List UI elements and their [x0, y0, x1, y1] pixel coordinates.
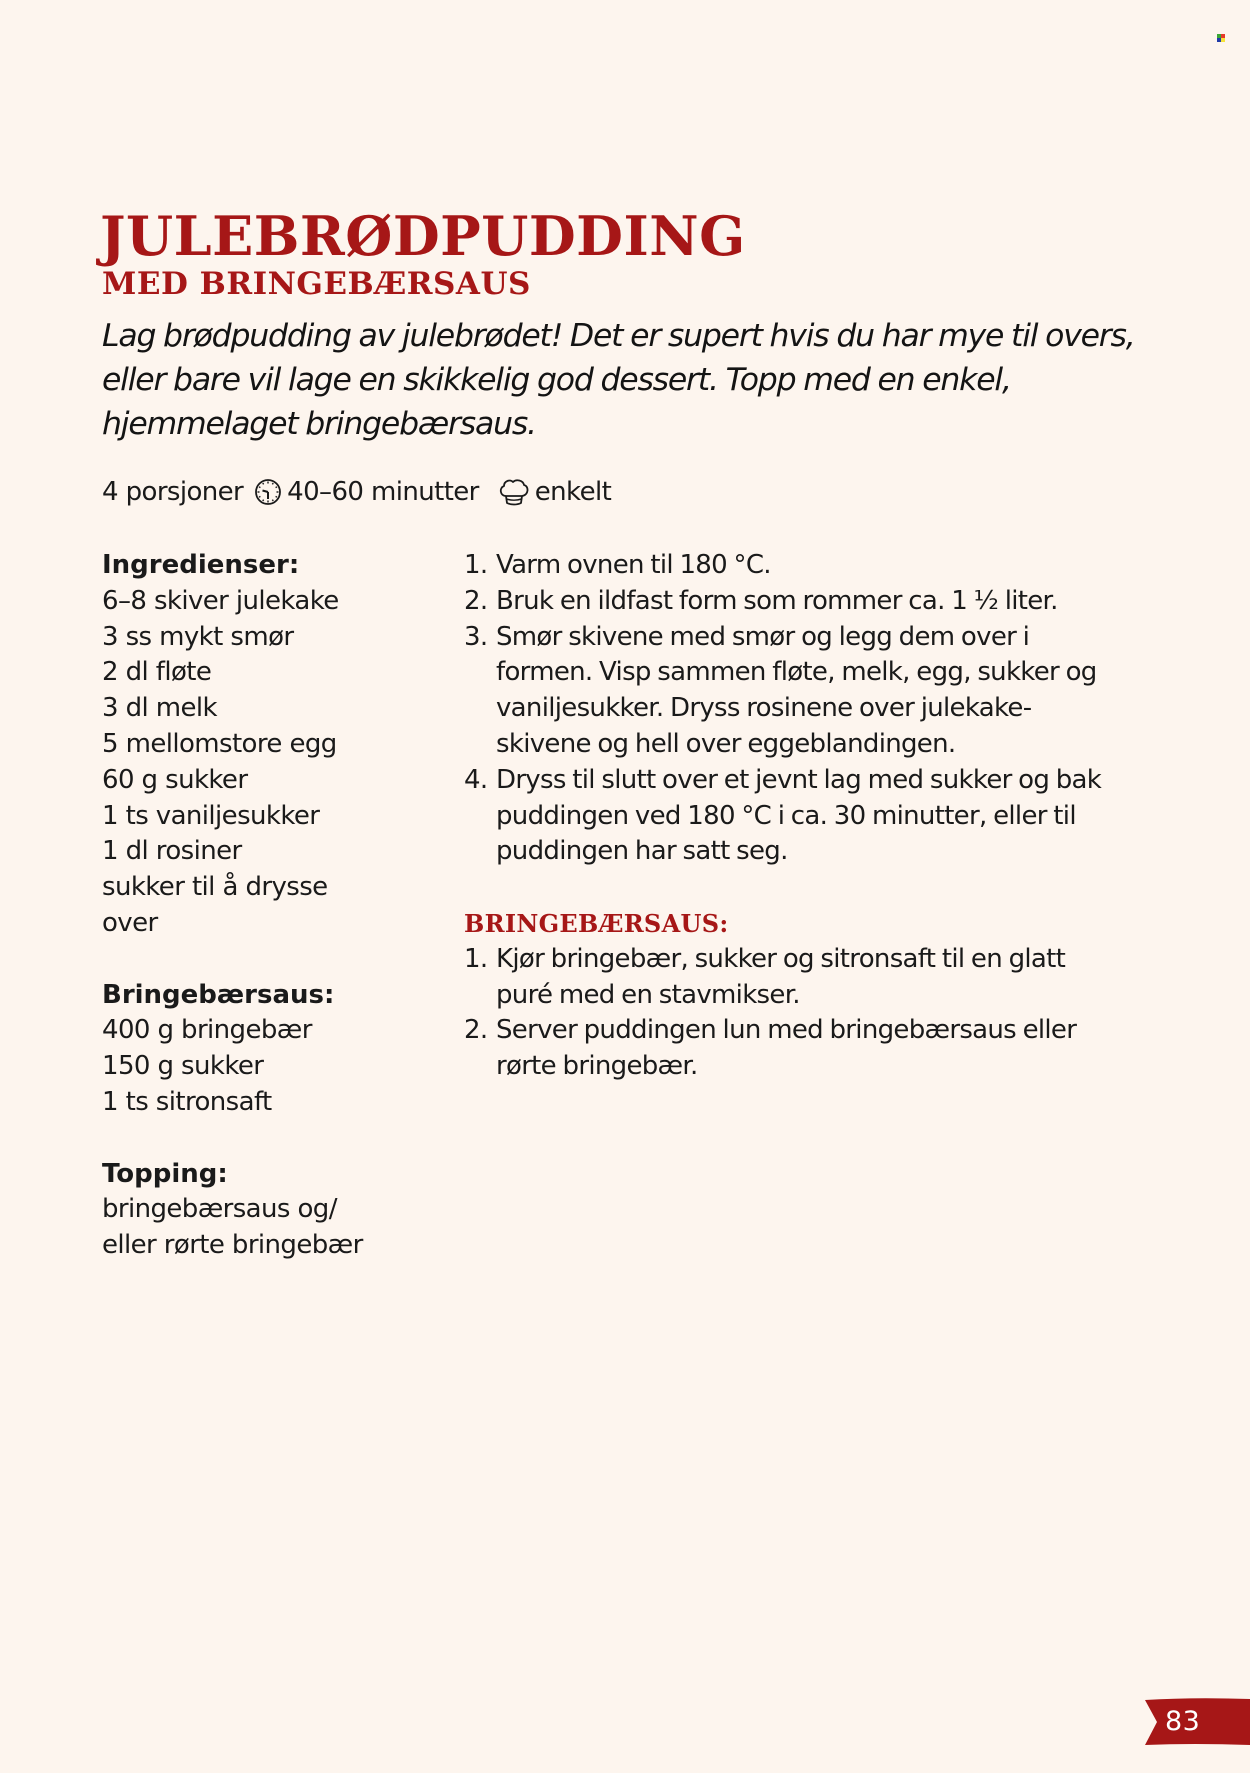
ingredient-group-heading: Bringebærsaus: — [102, 979, 335, 1010]
instruction-step — [464, 548, 1144, 584]
clock-icon — [253, 477, 283, 507]
ingredient-item: 6–8 skiver julekake — [102, 585, 339, 616]
recipe-meta — [102, 474, 611, 510]
step-number: 1. — [464, 943, 488, 974]
step-number: 3. — [464, 621, 488, 652]
ingredient-item: 150 g sukker — [102, 1051, 264, 1082]
step-number: 2. — [464, 585, 488, 616]
ingredient-item: 5 mellomstore egg — [102, 728, 337, 759]
step-number: 4. — [464, 764, 488, 795]
ingredient-item: 2 dl fløte — [102, 657, 212, 688]
ingredient-item: 60 g sukker — [102, 764, 248, 795]
ingredient-item: 3 dl melk — [102, 693, 218, 724]
ingredient-group-heading: Ingredienser: — [102, 550, 300, 580]
ingredient-item: 3 ss mykt smør — [102, 621, 294, 652]
difficulty: enkelt — [534, 477, 612, 507]
sauce-step — [464, 942, 1144, 1014]
step-text: Varm ovnen til 180 °C. — [496, 550, 771, 580]
servings: 4 porsjoner — [102, 477, 244, 507]
ingredients-column — [102, 548, 442, 1300]
page-number-ribbon — [1143, 1698, 1250, 1746]
ingredient-item: 1 ts vaniljesukker — [102, 800, 320, 831]
ingredient-item: 1 ts sitronsaft — [102, 1086, 272, 1117]
sauce-step — [464, 1013, 1144, 1085]
ingredient-group-sauce — [102, 978, 442, 1121]
recipe-subtitle: MED BRINGEBÆRSAUS — [102, 266, 531, 302]
ingredient-item: 1 dl rosiner — [102, 836, 242, 867]
ingredient-item: bringebærsaus og/ eller rørte bringebær — [102, 1194, 363, 1261]
instruction-step — [464, 584, 1144, 620]
step-number: 1. — [464, 550, 488, 580]
ingredient-item: 400 g bringebær — [102, 1015, 312, 1046]
cooking-time: 40–60 minutter — [287, 477, 479, 507]
recipe-title: JULEBRØDPUDDING — [100, 204, 746, 268]
chef-hat-icon — [497, 477, 531, 507]
ingredient-group-main — [102, 548, 442, 942]
step-text: Kjør bringebær, sukker og sitronsaft til en glatt puré med en stavmikser. — [496, 943, 1066, 1010]
step-text: Bruk en ildfast form som rommer ca. 1 ½ liter. — [496, 585, 1058, 616]
ingredient-group-topping — [102, 1157, 442, 1264]
step-number: 2. — [464, 1015, 488, 1046]
recipe-intro: Lag brødpudding av julebrødet! Det er supert hvis du har mye til overs, eller bare vil lage en skikkelig god dessert. Topp med en enkel, hjemmelaget bringebærsaus. — [102, 318, 1135, 442]
page-number: 83 — [1165, 1706, 1201, 1737]
step-text: Dryss til slutt over et jevnt lag med sukker og bak puddingen ved 180 °C i ca. 30 minutter, eller til puddingen har satt seg. — [496, 764, 1102, 867]
instruction-step — [464, 620, 1144, 763]
color-registration-mark — [1217, 34, 1225, 42]
step-text: Smør skivene med smør og legg dem over i formen. Visp sammen fløte, melk, egg, sukker og vaniljesukker. Dryss rosinene over julekake-skivene og hell over eggeblandingen. — [496, 621, 1097, 759]
instructions-column — [464, 548, 1144, 1085]
step-text: Server puddingen lun med bringebærsaus eller rørte bringebær. — [496, 1015, 1077, 1082]
ingredient-item: sukker til å drysse over — [102, 872, 328, 938]
instruction-step — [464, 763, 1144, 870]
sauce-section-heading: BRINGEBÆRSAUS: — [464, 908, 729, 938]
ingredient-group-heading: Topping: — [102, 1158, 228, 1189]
